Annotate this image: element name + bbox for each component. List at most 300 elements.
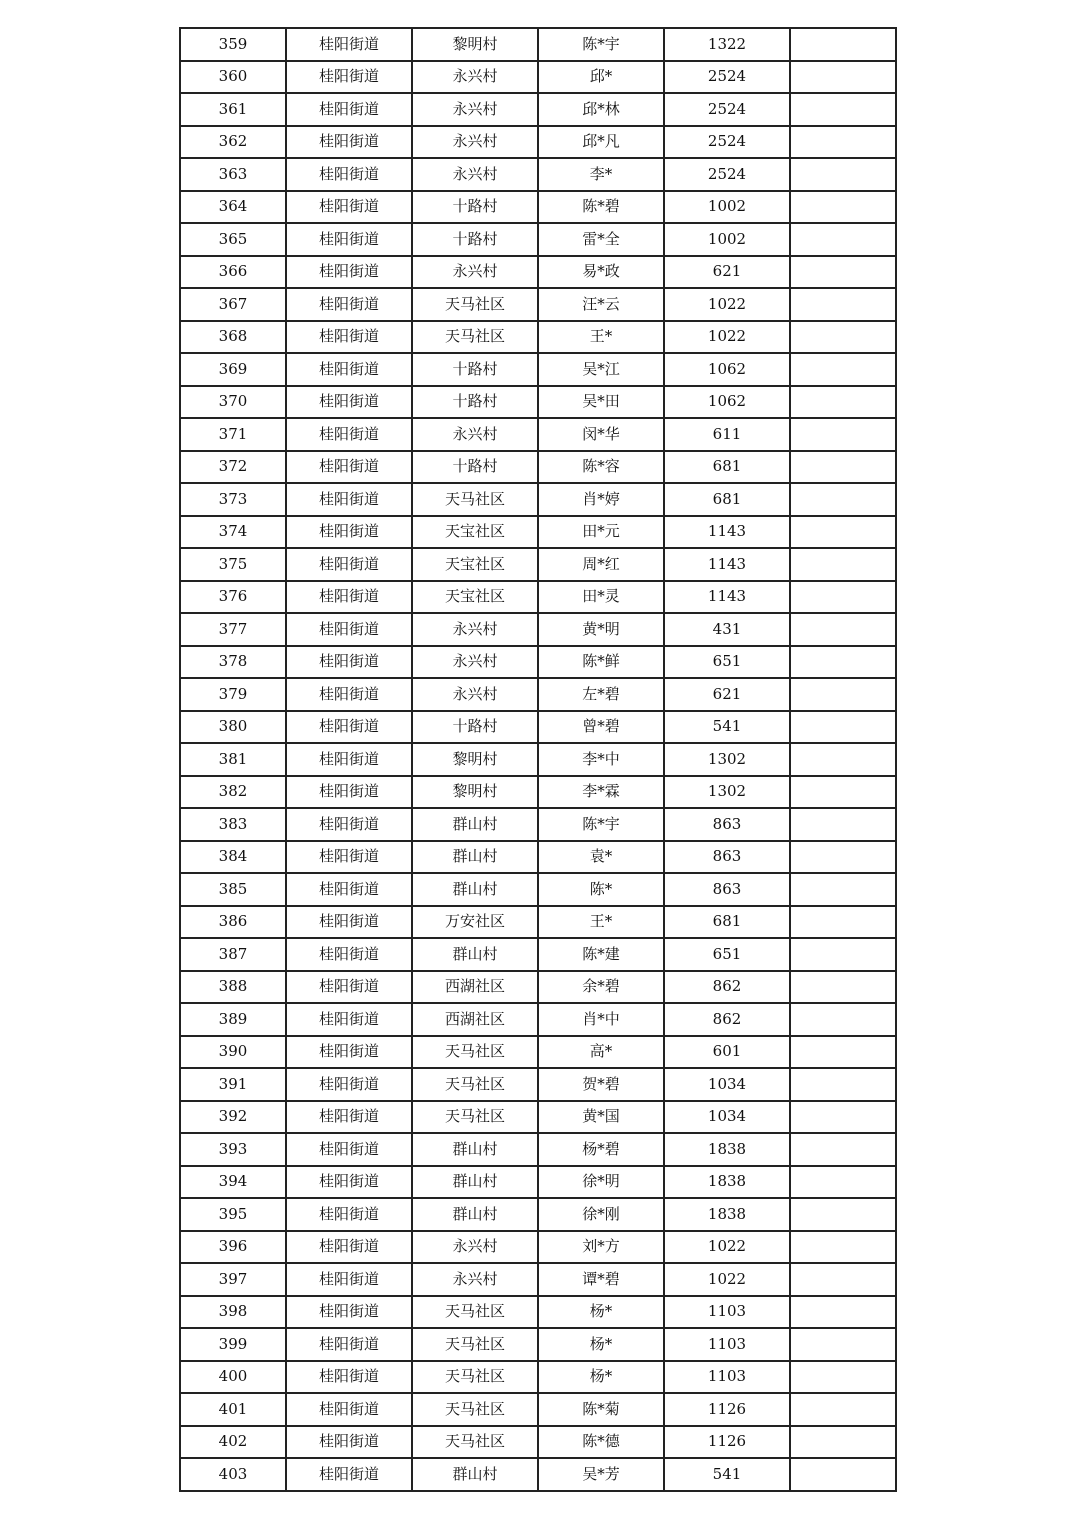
table-row: [180, 906, 896, 939]
serial-number-cell: 373: [180, 483, 286, 516]
amount-cell: 1022: [664, 321, 790, 354]
village-cell: 天马社区: [412, 1296, 538, 1329]
serial-number-cell: 387: [180, 938, 286, 971]
amount-cell: 1143: [664, 581, 790, 614]
village-cell: 永兴村: [412, 126, 538, 159]
table-row: [180, 1263, 896, 1296]
village-cell: 西湖社区: [412, 1003, 538, 1036]
table-row: [180, 126, 896, 159]
serial-number-cell: 393: [180, 1133, 286, 1166]
amount-cell: 863: [664, 873, 790, 906]
serial-number-cell: 366: [180, 256, 286, 289]
serial-number-cell: 377: [180, 613, 286, 646]
table-row: [180, 451, 896, 484]
name-cell: 肖*婷: [538, 483, 664, 516]
name-cell: 陈*鲜: [538, 646, 664, 679]
name-cell: 陈*宇: [538, 28, 664, 61]
street-cell: 桂阳街道: [286, 1101, 412, 1134]
serial-number-cell: 392: [180, 1101, 286, 1134]
amount-cell: 1126: [664, 1393, 790, 1426]
street-cell: 桂阳街道: [286, 743, 412, 776]
village-cell: 十路村: [412, 223, 538, 256]
serial-number-cell: 364: [180, 191, 286, 224]
name-cell: 王*: [538, 906, 664, 939]
remark-cell: [790, 1296, 896, 1329]
amount-cell: 681: [664, 906, 790, 939]
table-row: [180, 1003, 896, 1036]
name-cell: 徐*刚: [538, 1198, 664, 1231]
street-cell: 桂阳街道: [286, 1036, 412, 1069]
village-cell: 天马社区: [412, 288, 538, 321]
remark-cell: [790, 743, 896, 776]
record-table: [179, 27, 897, 1492]
street-cell: 桂阳街道: [286, 646, 412, 679]
name-cell: 谭*碧: [538, 1263, 664, 1296]
amount-cell: 1302: [664, 743, 790, 776]
village-cell: 群山村: [412, 841, 538, 874]
street-cell: 桂阳街道: [286, 451, 412, 484]
name-cell: 邱*: [538, 61, 664, 94]
amount-cell: 862: [664, 971, 790, 1004]
table-row: [180, 1231, 896, 1264]
amount-cell: 1838: [664, 1133, 790, 1166]
village-cell: 永兴村: [412, 93, 538, 126]
name-cell: 杨*碧: [538, 1133, 664, 1166]
amount-cell: 1002: [664, 223, 790, 256]
table-row: [180, 288, 896, 321]
table-row: [180, 1361, 896, 1394]
amount-cell: 2524: [664, 158, 790, 191]
remark-cell: [790, 483, 896, 516]
remark-cell: [790, 1003, 896, 1036]
table-row: [180, 1166, 896, 1199]
table-row: [180, 1393, 896, 1426]
village-cell: 群山村: [412, 938, 538, 971]
amount-cell: 1838: [664, 1166, 790, 1199]
amount-cell: 863: [664, 808, 790, 841]
village-cell: 天马社区: [412, 321, 538, 354]
street-cell: 桂阳街道: [286, 288, 412, 321]
serial-number-cell: 375: [180, 548, 286, 581]
serial-number-cell: 382: [180, 776, 286, 809]
street-cell: 桂阳街道: [286, 971, 412, 1004]
amount-cell: 541: [664, 1458, 790, 1491]
remark-cell: [790, 256, 896, 289]
village-cell: 永兴村: [412, 1263, 538, 1296]
amount-cell: 1103: [664, 1361, 790, 1394]
street-cell: 桂阳街道: [286, 1166, 412, 1199]
amount-cell: 2524: [664, 93, 790, 126]
amount-cell: 1838: [664, 1198, 790, 1231]
street-cell: 桂阳街道: [286, 1393, 412, 1426]
village-cell: 黎明村: [412, 776, 538, 809]
table-row: [180, 613, 896, 646]
serial-number-cell: 399: [180, 1328, 286, 1361]
village-cell: 永兴村: [412, 61, 538, 94]
amount-cell: 651: [664, 938, 790, 971]
street-cell: 桂阳街道: [286, 93, 412, 126]
remark-cell: [790, 1263, 896, 1296]
table-row: [180, 353, 896, 386]
amount-cell: 2524: [664, 61, 790, 94]
serial-number-cell: 386: [180, 906, 286, 939]
name-cell: 李*: [538, 158, 664, 191]
village-cell: 永兴村: [412, 646, 538, 679]
remark-cell: [790, 971, 896, 1004]
street-cell: 桂阳街道: [286, 1458, 412, 1491]
remark-cell: [790, 353, 896, 386]
name-cell: 余*碧: [538, 971, 664, 1004]
remark-cell: [790, 1361, 896, 1394]
name-cell: 贺*碧: [538, 1068, 664, 1101]
name-cell: 汪*云: [538, 288, 664, 321]
street-cell: 桂阳街道: [286, 1361, 412, 1394]
street-cell: 桂阳街道: [286, 1296, 412, 1329]
serial-number-cell: 403: [180, 1458, 286, 1491]
amount-cell: 1022: [664, 1263, 790, 1296]
name-cell: 高*: [538, 1036, 664, 1069]
street-cell: 桂阳街道: [286, 808, 412, 841]
remark-cell: [790, 1068, 896, 1101]
street-cell: 桂阳街道: [286, 841, 412, 874]
street-cell: 桂阳街道: [286, 126, 412, 159]
remark-cell: [790, 191, 896, 224]
remark-cell: [790, 1166, 896, 1199]
serial-number-cell: 396: [180, 1231, 286, 1264]
name-cell: 王*: [538, 321, 664, 354]
name-cell: 田*元: [538, 516, 664, 549]
record-table-body: [180, 28, 896, 1491]
remark-cell: [790, 61, 896, 94]
street-cell: 桂阳街道: [286, 906, 412, 939]
street-cell: 桂阳街道: [286, 613, 412, 646]
serial-number-cell: 388: [180, 971, 286, 1004]
serial-number-cell: 384: [180, 841, 286, 874]
table-row: [180, 93, 896, 126]
serial-number-cell: 379: [180, 678, 286, 711]
street-cell: 桂阳街道: [286, 321, 412, 354]
village-cell: 永兴村: [412, 613, 538, 646]
table-row: [180, 1458, 896, 1491]
name-cell: 陈*德: [538, 1426, 664, 1459]
serial-number-cell: 367: [180, 288, 286, 321]
remark-cell: [790, 711, 896, 744]
table-row: [180, 386, 896, 419]
table-row: [180, 1036, 896, 1069]
remark-cell: [790, 1393, 896, 1426]
street-cell: 桂阳街道: [286, 1328, 412, 1361]
serial-number-cell: 383: [180, 808, 286, 841]
remark-cell: [790, 841, 896, 874]
table-row: [180, 1296, 896, 1329]
name-cell: 陈*: [538, 873, 664, 906]
village-cell: 永兴村: [412, 1231, 538, 1264]
table-row: [180, 743, 896, 776]
village-cell: 永兴村: [412, 158, 538, 191]
name-cell: 吴*江: [538, 353, 664, 386]
serial-number-cell: 401: [180, 1393, 286, 1426]
village-cell: 天马社区: [412, 1361, 538, 1394]
village-cell: 群山村: [412, 1458, 538, 1491]
remark-cell: [790, 28, 896, 61]
serial-number-cell: 395: [180, 1198, 286, 1231]
remark-cell: [790, 158, 896, 191]
village-cell: 十路村: [412, 451, 538, 484]
serial-number-cell: 378: [180, 646, 286, 679]
table-row: [180, 418, 896, 451]
name-cell: 吴*芳: [538, 1458, 664, 1491]
name-cell: 周*红: [538, 548, 664, 581]
street-cell: 桂阳街道: [286, 1198, 412, 1231]
table-row: [180, 581, 896, 614]
remark-cell: [790, 646, 896, 679]
name-cell: 李*霖: [538, 776, 664, 809]
serial-number-cell: 381: [180, 743, 286, 776]
remark-cell: [790, 288, 896, 321]
amount-cell: 1062: [664, 353, 790, 386]
table-row: [180, 646, 896, 679]
table-row: [180, 483, 896, 516]
table-row: [180, 61, 896, 94]
table-row: [180, 1101, 896, 1134]
serial-number-cell: 361: [180, 93, 286, 126]
village-cell: 天宝社区: [412, 516, 538, 549]
name-cell: 曾*碧: [538, 711, 664, 744]
name-cell: 陈*碧: [538, 191, 664, 224]
remark-cell: [790, 938, 896, 971]
village-cell: 十路村: [412, 353, 538, 386]
amount-cell: 1103: [664, 1328, 790, 1361]
street-cell: 桂阳街道: [286, 678, 412, 711]
remark-cell: [790, 516, 896, 549]
street-cell: 桂阳街道: [286, 516, 412, 549]
village-cell: 万安社区: [412, 906, 538, 939]
amount-cell: 651: [664, 646, 790, 679]
table-row: [180, 548, 896, 581]
street-cell: 桂阳街道: [286, 1426, 412, 1459]
amount-cell: 1143: [664, 548, 790, 581]
remark-cell: [790, 126, 896, 159]
table-row: [180, 938, 896, 971]
remark-cell: [790, 1036, 896, 1069]
name-cell: 肖*中: [538, 1003, 664, 1036]
remark-cell: [790, 1231, 896, 1264]
remark-cell: [790, 776, 896, 809]
table-row: [180, 223, 896, 256]
amount-cell: 1062: [664, 386, 790, 419]
remark-cell: [790, 223, 896, 256]
amount-cell: 1034: [664, 1068, 790, 1101]
name-cell: 陈*建: [538, 938, 664, 971]
table-row: [180, 711, 896, 744]
serial-number-cell: 370: [180, 386, 286, 419]
street-cell: 桂阳街道: [286, 1231, 412, 1264]
remark-cell: [790, 548, 896, 581]
name-cell: 邱*林: [538, 93, 664, 126]
street-cell: 桂阳街道: [286, 711, 412, 744]
amount-cell: 1302: [664, 776, 790, 809]
name-cell: 雷*全: [538, 223, 664, 256]
street-cell: 桂阳街道: [286, 548, 412, 581]
remark-cell: [790, 1426, 896, 1459]
table-row: [180, 1068, 896, 1101]
serial-number-cell: 374: [180, 516, 286, 549]
amount-cell: 1022: [664, 1231, 790, 1264]
name-cell: 左*碧: [538, 678, 664, 711]
remark-cell: [790, 613, 896, 646]
amount-cell: 621: [664, 678, 790, 711]
name-cell: 邱*凡: [538, 126, 664, 159]
street-cell: 桂阳街道: [286, 158, 412, 191]
serial-number-cell: 376: [180, 581, 286, 614]
amount-cell: 611: [664, 418, 790, 451]
table-row: [180, 808, 896, 841]
name-cell: 刘*方: [538, 1231, 664, 1264]
amount-cell: 431: [664, 613, 790, 646]
street-cell: 桂阳街道: [286, 386, 412, 419]
serial-number-cell: 385: [180, 873, 286, 906]
village-cell: 天马社区: [412, 1426, 538, 1459]
table-row: [180, 516, 896, 549]
village-cell: 天马社区: [412, 1068, 538, 1101]
serial-number-cell: 389: [180, 1003, 286, 1036]
amount-cell: 1143: [664, 516, 790, 549]
amount-cell: 2524: [664, 126, 790, 159]
table-row: [180, 191, 896, 224]
village-cell: 十路村: [412, 386, 538, 419]
amount-cell: 862: [664, 1003, 790, 1036]
remark-cell: [790, 808, 896, 841]
table-row: [180, 678, 896, 711]
street-cell: 桂阳街道: [286, 483, 412, 516]
street-cell: 桂阳街道: [286, 1263, 412, 1296]
street-cell: 桂阳街道: [286, 581, 412, 614]
village-cell: 天马社区: [412, 1328, 538, 1361]
serial-number-cell: 400: [180, 1361, 286, 1394]
table-row: [180, 321, 896, 354]
remark-cell: [790, 873, 896, 906]
name-cell: 李*中: [538, 743, 664, 776]
amount-cell: 681: [664, 483, 790, 516]
remark-cell: [790, 906, 896, 939]
table-row: [180, 776, 896, 809]
remark-cell: [790, 1328, 896, 1361]
street-cell: 桂阳街道: [286, 1068, 412, 1101]
village-cell: 永兴村: [412, 418, 538, 451]
name-cell: 袁*: [538, 841, 664, 874]
village-cell: 黎明村: [412, 743, 538, 776]
amount-cell: 541: [664, 711, 790, 744]
village-cell: 十路村: [412, 191, 538, 224]
street-cell: 桂阳街道: [286, 256, 412, 289]
name-cell: 陈*容: [538, 451, 664, 484]
table-row: [180, 971, 896, 1004]
remark-cell: [790, 93, 896, 126]
street-cell: 桂阳街道: [286, 353, 412, 386]
serial-number-cell: 369: [180, 353, 286, 386]
village-cell: 黎明村: [412, 28, 538, 61]
table-row: [180, 1133, 896, 1166]
serial-number-cell: 372: [180, 451, 286, 484]
remark-cell: [790, 386, 896, 419]
remark-cell: [790, 1101, 896, 1134]
table-row: [180, 28, 896, 61]
village-cell: 群山村: [412, 1133, 538, 1166]
remark-cell: [790, 1458, 896, 1491]
name-cell: 陈*宇: [538, 808, 664, 841]
table-row: [180, 841, 896, 874]
village-cell: 群山村: [412, 1198, 538, 1231]
serial-number-cell: 368: [180, 321, 286, 354]
village-cell: 天马社区: [412, 1036, 538, 1069]
name-cell: 易*政: [538, 256, 664, 289]
name-cell: 杨*: [538, 1328, 664, 1361]
name-cell: 吴*田: [538, 386, 664, 419]
remark-cell: [790, 1198, 896, 1231]
serial-number-cell: 391: [180, 1068, 286, 1101]
name-cell: 杨*: [538, 1296, 664, 1329]
amount-cell: 681: [664, 451, 790, 484]
street-cell: 桂阳街道: [286, 223, 412, 256]
street-cell: 桂阳街道: [286, 776, 412, 809]
name-cell: 徐*明: [538, 1166, 664, 1199]
street-cell: 桂阳街道: [286, 938, 412, 971]
remark-cell: [790, 451, 896, 484]
serial-number-cell: 363: [180, 158, 286, 191]
village-cell: 群山村: [412, 873, 538, 906]
serial-number-cell: 365: [180, 223, 286, 256]
table-row: [180, 873, 896, 906]
village-cell: 西湖社区: [412, 971, 538, 1004]
street-cell: 桂阳街道: [286, 418, 412, 451]
name-cell: 杨*: [538, 1361, 664, 1394]
amount-cell: 1002: [664, 191, 790, 224]
table-row: [180, 1328, 896, 1361]
village-cell: 十路村: [412, 711, 538, 744]
village-cell: 永兴村: [412, 256, 538, 289]
street-cell: 桂阳街道: [286, 191, 412, 224]
street-cell: 桂阳街道: [286, 873, 412, 906]
street-cell: 桂阳街道: [286, 1003, 412, 1036]
amount-cell: 863: [664, 841, 790, 874]
serial-number-cell: 362: [180, 126, 286, 159]
serial-number-cell: 402: [180, 1426, 286, 1459]
street-cell: 桂阳街道: [286, 1133, 412, 1166]
village-cell: 天宝社区: [412, 581, 538, 614]
village-cell: 天宝社区: [412, 548, 538, 581]
table-row: [180, 256, 896, 289]
amount-cell: 1022: [664, 288, 790, 321]
village-cell: 天马社区: [412, 1393, 538, 1426]
serial-number-cell: 398: [180, 1296, 286, 1329]
table-row: [180, 158, 896, 191]
name-cell: 闵*华: [538, 418, 664, 451]
amount-cell: 1034: [664, 1101, 790, 1134]
serial-number-cell: 359: [180, 28, 286, 61]
village-cell: 天马社区: [412, 483, 538, 516]
remark-cell: [790, 418, 896, 451]
serial-number-cell: 360: [180, 61, 286, 94]
name-cell: 黄*国: [538, 1101, 664, 1134]
remark-cell: [790, 321, 896, 354]
village-cell: 永兴村: [412, 678, 538, 711]
village-cell: 天马社区: [412, 1101, 538, 1134]
serial-number-cell: 397: [180, 1263, 286, 1296]
table-row: [180, 1426, 896, 1459]
street-cell: 桂阳街道: [286, 61, 412, 94]
amount-cell: 1126: [664, 1426, 790, 1459]
amount-cell: 601: [664, 1036, 790, 1069]
